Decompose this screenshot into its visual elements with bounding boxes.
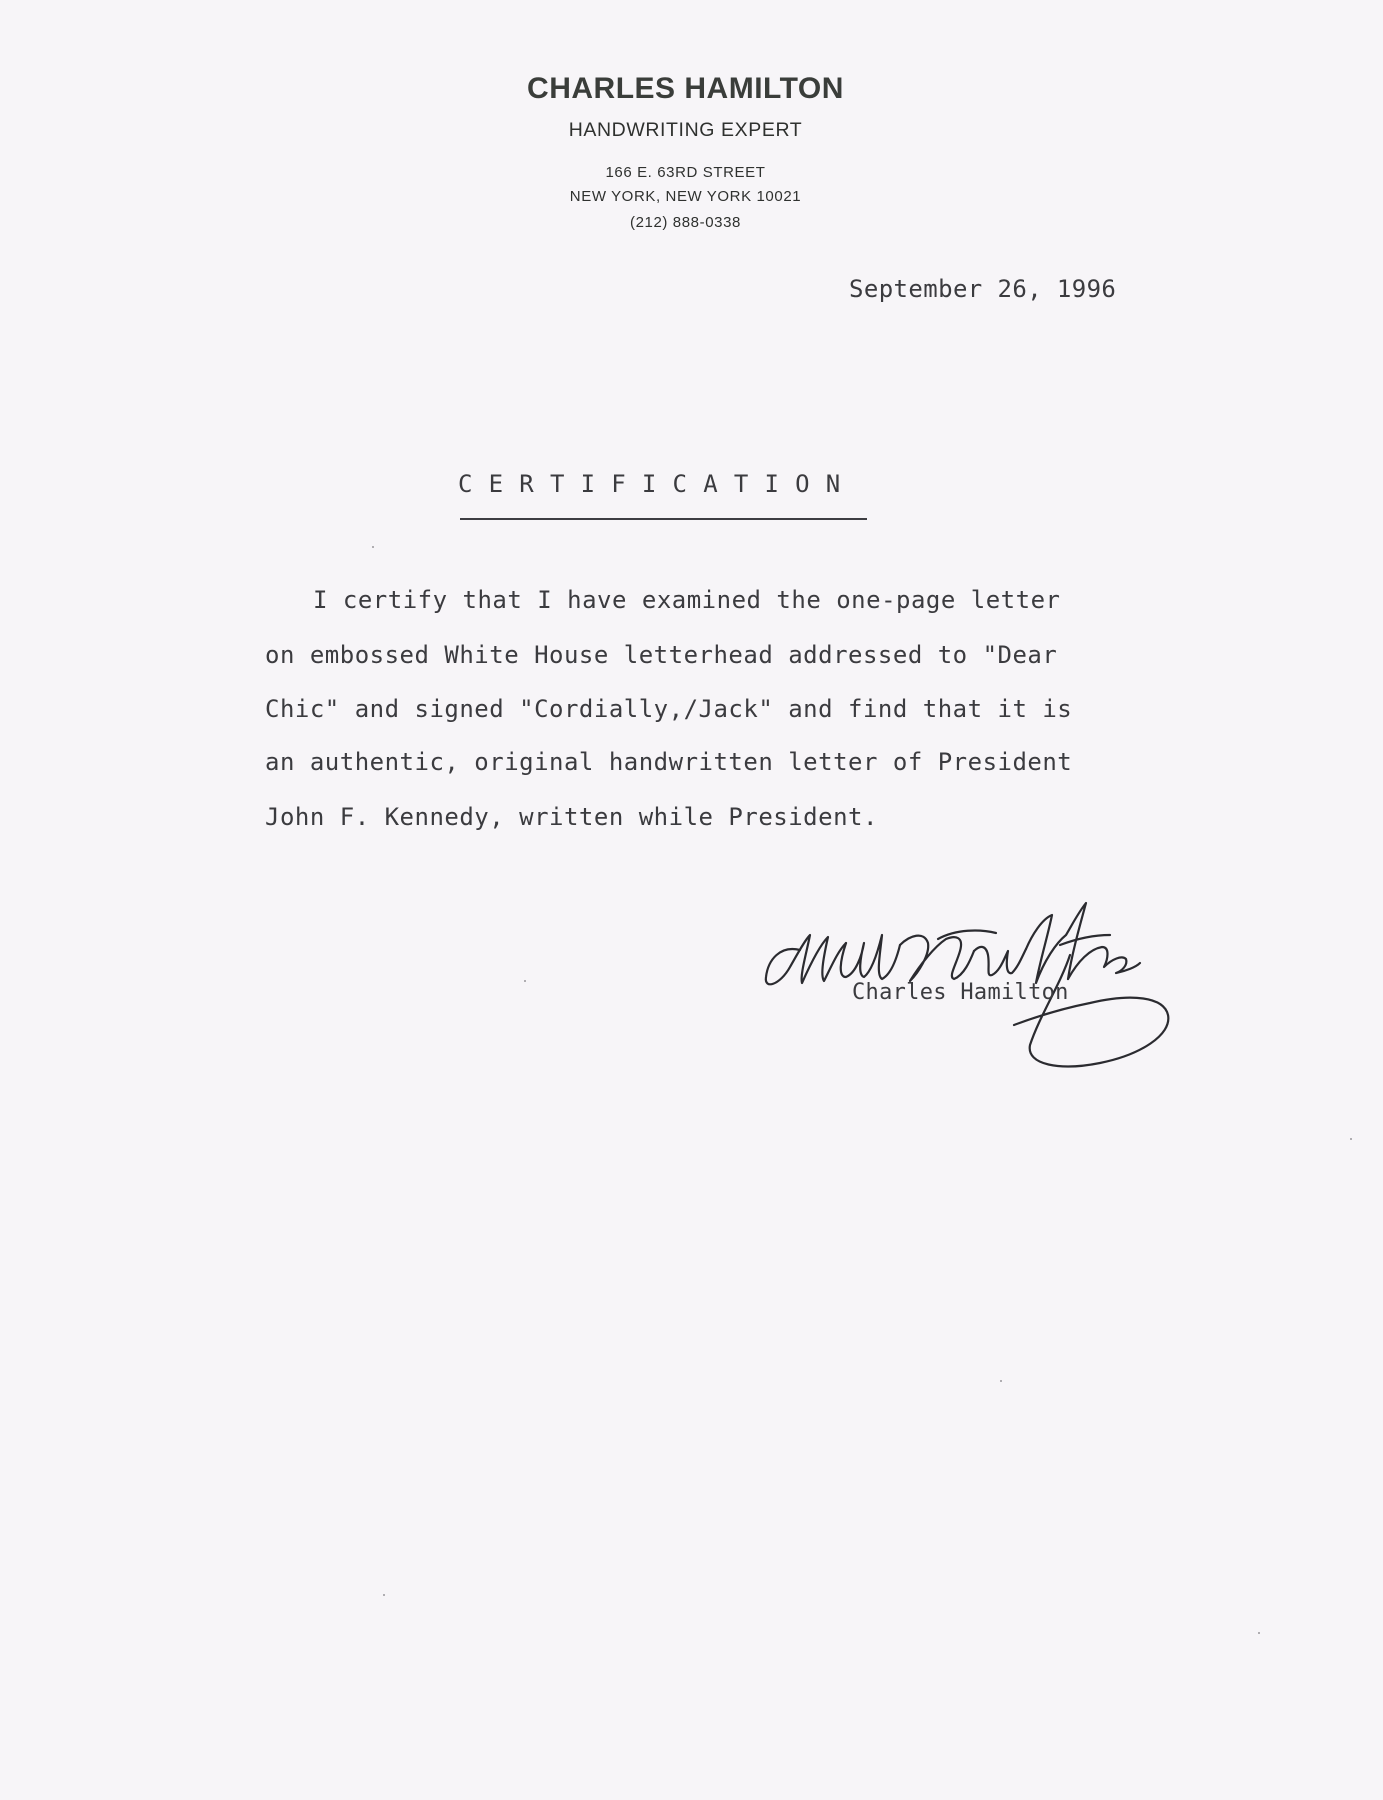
- letterhead-phone: (212) 888-0338: [630, 214, 741, 231]
- letterhead-street: 166 E. 63RD STREET: [605, 164, 766, 181]
- letterhead-name: CHARLES HAMILTON: [527, 72, 844, 105]
- letterhead-city: NEW YORK, NEW YORK 10021: [569, 188, 802, 205]
- body-line-1: I certify that I have examined the one-page letter: [313, 586, 1061, 614]
- certification-heading: CERTIFICATION: [458, 470, 857, 498]
- body-line-4: an authentic, original handwritten letter of President: [265, 748, 1073, 776]
- typed-signer-name: Charles Hamilton: [852, 980, 1069, 1005]
- body-line-3: Chic" and signed "Cordially,/Jack" and find that it is: [265, 695, 1073, 723]
- paper-speck: [372, 546, 374, 548]
- letterhead-title: HANDWRITING EXPERT: [568, 119, 803, 141]
- body-line-2: on embossed White House letterhead addressed to "Dear: [265, 641, 1058, 669]
- body-line-5: John F. Kennedy, written while President.: [265, 803, 878, 831]
- letter-date: September 26, 1996: [849, 275, 1117, 303]
- paper-speck: [1258, 1632, 1260, 1634]
- heading-underline: [460, 518, 867, 520]
- paper-speck: [1000, 1380, 1002, 1382]
- paper-speck: [524, 980, 526, 982]
- paper-speck: [1350, 1138, 1352, 1140]
- paper-speck: [383, 1594, 385, 1596]
